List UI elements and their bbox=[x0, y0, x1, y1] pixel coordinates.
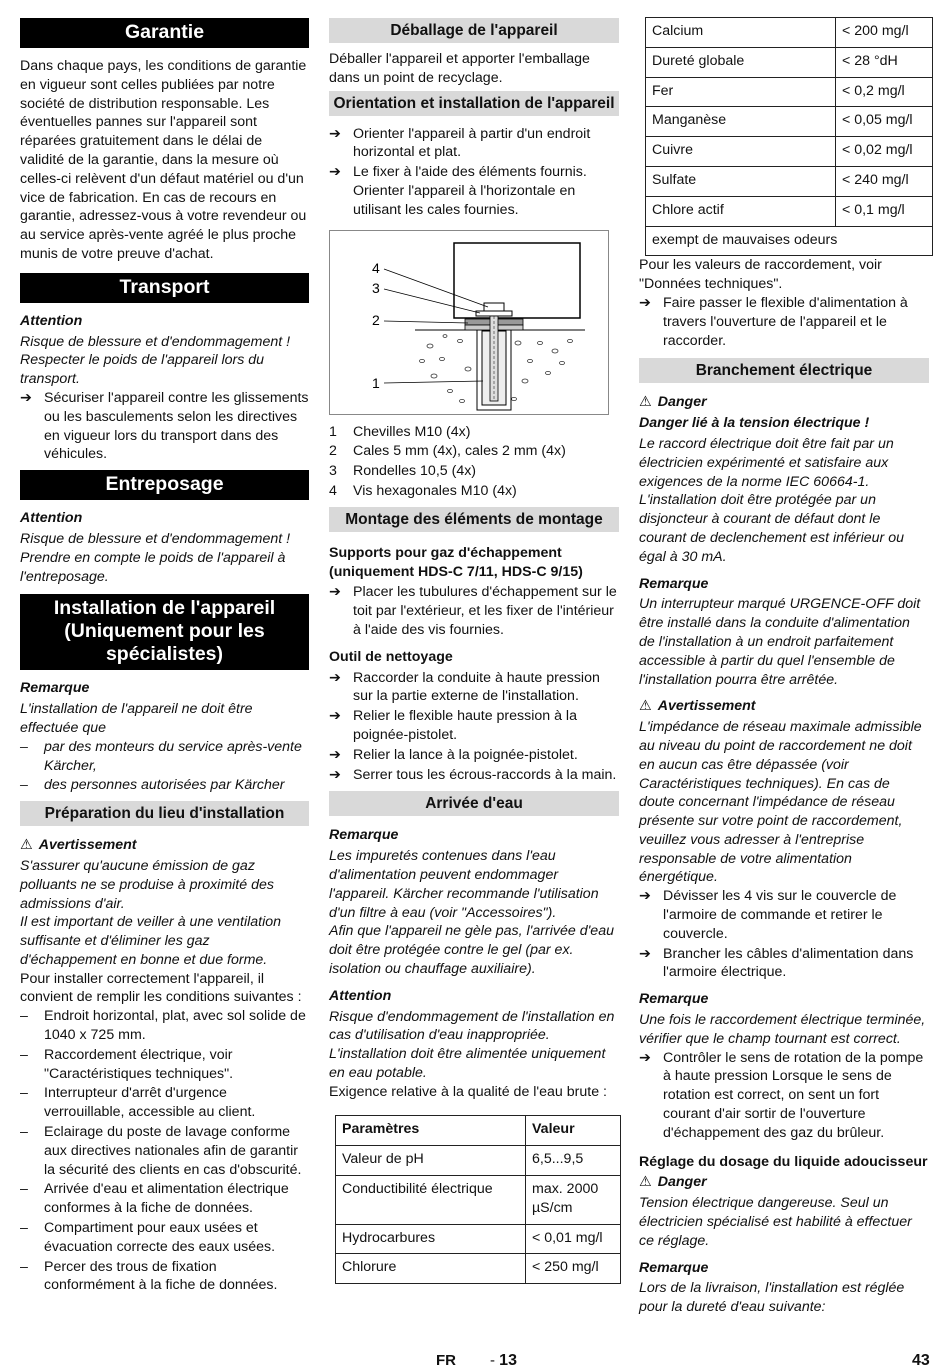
footer-page-number: - 13 bbox=[490, 1352, 517, 1369]
anchor-figure bbox=[329, 230, 609, 415]
branchement-text-1: Le raccord électrique doit être fait par un électricien expérimenté et satisfaire aux exigences de la norme IEC 60664-1. bbox=[639, 435, 894, 490]
reglage-text-2: Lors de la livraison, l'installation est réglée pour la dureté d'eau suivante: bbox=[639, 1280, 905, 1316]
list-item: ➔ Brancher les câbles d'alimentation dans l'armoire électrique. bbox=[639, 945, 914, 981]
arrivee-heading: Arrivée d'eau bbox=[329, 791, 619, 816]
footer-total-page: 43 bbox=[912, 1352, 930, 1369]
installation-remarque-label: Remarque bbox=[20, 680, 90, 697]
warning-icon: ⚠ bbox=[639, 1174, 652, 1191]
list-item: ➔ Serrer tous les écrous-raccords à la main. bbox=[329, 766, 617, 783]
garantie-text: Dans chaque pays, les conditions de garantie en vigueur sont celles publiées par notre société de distribution responsable. Les éventuelles pannes sur l'appareil sont réparées gratuitement dans le délai de validité de la garantie, dans la mesure où celles-ci relèvent d'un défaut matériel ou d'un vice de fabrication. En cas de recours en garantie, adressez-vous à votre revendeur ou au service après-vente agréé le plus proche munis de votre preuve d'achat. bbox=[20, 58, 307, 262]
arrivee-remarque-label: Remarque bbox=[329, 827, 399, 844]
table-row: Cuivre < 0,02 mg/l bbox=[646, 137, 933, 167]
entreposage-attention-label: Attention bbox=[20, 510, 83, 527]
installation-heading: Installation de l'appareil (Uniquement pour les spécialistes) bbox=[20, 594, 309, 670]
table-row: Chlore actif < 0,1 mg/l bbox=[646, 196, 933, 226]
remarque-label: Remarque bbox=[639, 575, 709, 592]
footer-language: FR bbox=[436, 1352, 456, 1369]
column-3 bbox=[639, 17, 929, 1317]
list-item: ➔ Le fixer à l'aide des éléments fournis. Orienter l'appareil à l'horizontale en utilisant les cales fournies. bbox=[329, 164, 587, 218]
table-row: Conductibilité électrique max. 2000 µS/cm bbox=[336, 1176, 621, 1225]
branchement-text-5: Une fois le raccordement électrique terminée, vérifier que le champ tournant est correct. bbox=[639, 1012, 926, 1047]
danger-label: ⚠ Danger bbox=[639, 1174, 707, 1191]
arrow-icon: ➔ bbox=[329, 584, 341, 601]
water-quality-table-continued bbox=[645, 17, 933, 256]
preparation-heading: Préparation du lieu d'installation bbox=[20, 801, 309, 826]
table-header: Paramètres bbox=[336, 1116, 526, 1146]
legend-item: 4 Vis hexagonales M10 (4x) bbox=[329, 482, 517, 499]
remarque-label: Remarque bbox=[639, 991, 709, 1008]
washer bbox=[476, 311, 512, 316]
preparation-text-1: S'assurer qu'aucune émission de gaz polluants ne se produise à proximité des admissions d'air. bbox=[20, 857, 274, 912]
warning-label: ⚠ Avertissement bbox=[639, 698, 756, 715]
column-1 bbox=[20, 18, 309, 1296]
montage-subheading-1: Supports pour gaz d'échappement (uniquement HDS-C 7/11, HDS-C 9/15) bbox=[329, 544, 583, 580]
table-row: Valeur de pH 6,5...9,5 bbox=[336, 1146, 621, 1176]
orientation-heading: Orientation et installation de l'appareil bbox=[329, 91, 619, 116]
table-row: Hydrocarbures < 0,01 mg/l bbox=[336, 1224, 621, 1254]
column-2 bbox=[329, 18, 619, 1284]
list-item: ➔ Raccorder la conduite à haute pression sur la partie externe de l'installation. bbox=[329, 669, 600, 705]
list-item: ➔ Relier la lance à la poignée-pistolet. bbox=[329, 746, 578, 763]
transport-heading: Transport bbox=[20, 273, 309, 303]
arrivee-text-2: Afin que l'appareil ne gèle pas, l'arrivée d'eau doit être protégée contre le gel (par ex. isolation ou chauffage auxiliaire). bbox=[329, 923, 614, 977]
table-row bbox=[336, 1116, 621, 1146]
arrow-icon: ➔ bbox=[639, 945, 651, 962]
figure-label-2: 2 bbox=[372, 311, 380, 328]
list-item: ➔ Relier le flexible haute pression à la poignée-pistolet. bbox=[329, 708, 577, 743]
arrow-icon: ➔ bbox=[639, 1049, 651, 1066]
arrow-icon: ➔ bbox=[20, 389, 32, 406]
figure-label-1: 1 bbox=[372, 374, 380, 391]
list-item: – par des monteurs du service après-vente Kärcher, bbox=[20, 738, 302, 774]
table-row: exempt de mauvaises odeurs bbox=[646, 226, 933, 256]
warning-icon: ⚠ bbox=[639, 698, 652, 715]
table-row: Fer < 0,2 mg/l bbox=[646, 77, 933, 107]
dash-bullet: – bbox=[20, 1220, 28, 1237]
table-row: Dureté globale < 28 °dH bbox=[646, 47, 933, 77]
entreposage-heading: Entreposage bbox=[20, 470, 309, 500]
list-item: ➔ Orienter l'appareil à partir d'un endroit horizontal et plat. bbox=[329, 125, 591, 161]
list-item: – Raccordement électrique, voir "Caractéristiques techniques". bbox=[20, 1046, 234, 1082]
table-header: Valeur bbox=[526, 1116, 621, 1146]
list-item: – Arrivée d'eau et alimentation électrique conformes à la fiche de données. bbox=[20, 1181, 289, 1217]
garantie-heading: Garantie bbox=[20, 18, 309, 48]
arrow-icon: ➔ bbox=[639, 888, 651, 905]
raccordement-text: Pour les valeurs de raccordement, voir "Données techniques". bbox=[639, 257, 882, 293]
list-item: ➔ Dévisser les 4 vis sur le couvercle de l'armoire de commande et retirer le couvercle. bbox=[639, 888, 897, 942]
list-item: ➔ Faire passer le flexible d'alimentation à travers l'ouverture de l'appareil et le raccorder. bbox=[639, 294, 908, 349]
list-item: – Eclairage du poste de lavage conforme aux directives nationales afin de garantir la sécurité des clients en cas d'obscurité. bbox=[20, 1124, 302, 1178]
table-row: Manganèse < 0,05 mg/l bbox=[646, 107, 933, 137]
warning-icon: ⚠ bbox=[20, 837, 33, 854]
branchement-text-2: L'installation doit être protégée par un disjoncteur à courant de défaut dont le courant de declenchement est inférieur ou égal à 30 mA. bbox=[639, 492, 904, 565]
transport-attention-label: Attention bbox=[20, 312, 83, 329]
dash-bullet: – bbox=[20, 777, 28, 794]
list-item: ➔ Placer les tubulures d'échappement sur le toit par l'extérieur, et les fixer de l'intérieur à l'aide des vis fournies. bbox=[329, 584, 617, 638]
preparation-text-3: Pour installer correctement l'appareil, il convient de remplir les conditions suivantes : bbox=[20, 970, 302, 1006]
arrivee-attention-label: Attention bbox=[329, 987, 392, 1004]
preparation-warning-label: ⚠ Avertissement bbox=[20, 837, 137, 854]
legend-item: 3 Rondelles 10,5 (4x) bbox=[329, 463, 477, 480]
table-row: Calcium < 200 mg/l bbox=[646, 18, 933, 48]
arrow-icon: ➔ bbox=[329, 125, 341, 142]
transport-list-item: ➔ Sécuriser l'appareil contre les glissements ou les basculements selon les directives en vigueur lors du transport dans des véhicules. bbox=[20, 389, 309, 463]
branchement-heading: Branchement électrique bbox=[639, 358, 929, 383]
arrow-icon: ➔ bbox=[639, 294, 651, 311]
deballage-heading: Déballage de l'appareil bbox=[329, 18, 619, 43]
deballage-text: Déballer l'appareil et apporter l'emballage dans un point de recyclage. bbox=[329, 51, 590, 86]
appliance-outline bbox=[454, 243, 580, 318]
arrow-icon: ➔ bbox=[329, 746, 341, 763]
branchement-text-4: L'impédance de réseau maximale admissible au niveau du point de raccordement ne doit en aucun cas être dépassée (voir Caractéristiques techniques). En cas de doute concernant l'impédance de réseau présente sur votre point de raccordement, veuillez vous adresser à l'entreprise responsable de votre alimentation énergétique. bbox=[639, 719, 922, 886]
remarque-label: Remarque bbox=[639, 1259, 709, 1276]
list-item: ➔ Contrôler le sens de rotation de la pompe à haute pression Lorsque le sens de rotation est correct, on sent un fort courant d'air sortir de l'ouverture d'échappement des gaz du brûleur. bbox=[639, 1049, 924, 1141]
danger-label: ⚠ Danger bbox=[639, 394, 707, 411]
table-row: Chlorure < 250 mg/l bbox=[336, 1254, 621, 1284]
table-row: Sulfate < 240 mg/l bbox=[646, 166, 933, 196]
dash-bullet: – bbox=[20, 1124, 28, 1141]
reglage-heading: Réglage du dosage du liquide adoucisseur bbox=[639, 1153, 928, 1170]
arrivee-text-1: Les impuretés contenues dans l'eau d'alimentation peuvent endommager l'appareil. Kärcher recommande l'utilisation d'un filtre à eau (voir "Accessoires"). bbox=[329, 848, 599, 921]
figure-label-3: 3 bbox=[372, 279, 380, 296]
arrivee-text-4: Exigence relative à la qualité de l'eau brute : bbox=[329, 1083, 607, 1100]
danger-subheading: Danger lié à la tension électrique ! bbox=[639, 415, 870, 432]
preparation-text-2: Il est important de veiller à une ventilation suffisante et d'éliminer les gaz d'échappement en bonne et due forme. bbox=[20, 914, 282, 968]
transport-attention-text: Risque de blessure et d'endommagement ! Respecter le poids de l'appareil lors du transport. bbox=[20, 333, 291, 388]
arrow-icon: ➔ bbox=[329, 708, 341, 725]
warning-icon: ⚠ bbox=[639, 394, 652, 411]
dash-bullet: – bbox=[20, 1181, 28, 1198]
arrow-icon: ➔ bbox=[329, 669, 341, 686]
legend-item: 2 Cales 5 mm (4x), cales 2 mm (4x) bbox=[329, 443, 566, 460]
dash-bullet: – bbox=[20, 1258, 28, 1275]
anchor-diagram bbox=[330, 231, 610, 416]
figure-label-4: 4 bbox=[372, 259, 380, 276]
arrivee-text-3: Risque d'endommagement de l'installation en cas d'utilisation d'eau inappropriée. L'installation doit être alimentée uniquement en eau potable. bbox=[329, 1008, 615, 1081]
branchement-text-3: Un interrupteur marqué URGENCE-OFF doit être installé dans la conduite d'alimentation de l'installation à un endroit parfaitement accessible à partir du quel l'ensemble de l'installation pourra être arrêtée. bbox=[639, 596, 921, 688]
reglage-text-1: Tension électrique dangereuse. Seul un électricien spécialisé est habilité à effectuer ce réglage. bbox=[639, 1195, 912, 1249]
montage-heading: Montage des éléments de montage bbox=[329, 507, 619, 532]
dash-bullet: – bbox=[20, 738, 28, 755]
list-item: – Endroit horizontal, plat, avec sol solide de 1040 x 725 mm. bbox=[20, 1008, 306, 1044]
arrow-icon: ➔ bbox=[329, 766, 341, 783]
dash-bullet: – bbox=[20, 1046, 28, 1063]
list-item: – Interrupteur d'arrêt d'urgence verrouillable, accessible au client. bbox=[20, 1085, 256, 1121]
list-item: – Compartiment pour eaux usées et évacuation correcte des eaux usées. bbox=[20, 1220, 276, 1255]
entreposage-attention-text: Risque de blessure et d'endommagement ! Prendre en compte le poids de l'appareil à l'entreposage. bbox=[20, 530, 291, 585]
dash-bullet: – bbox=[20, 1085, 28, 1102]
installation-remarque-text: L'installation de l'appareil ne doit être effectuée que bbox=[20, 701, 253, 736]
list-item: – Percer des trous de fixation conformément à la fiche de données. bbox=[20, 1258, 278, 1294]
montage-subheading-2: Outil de nettoyage bbox=[329, 648, 453, 665]
legend-item: 1 Chevilles M10 (4x) bbox=[329, 423, 471, 440]
list-item: – des personnes autorisées par Kärcher bbox=[20, 777, 285, 794]
dash-bullet: – bbox=[20, 1008, 28, 1025]
arrow-icon: ➔ bbox=[329, 164, 341, 181]
water-quality-table bbox=[335, 1115, 621, 1284]
